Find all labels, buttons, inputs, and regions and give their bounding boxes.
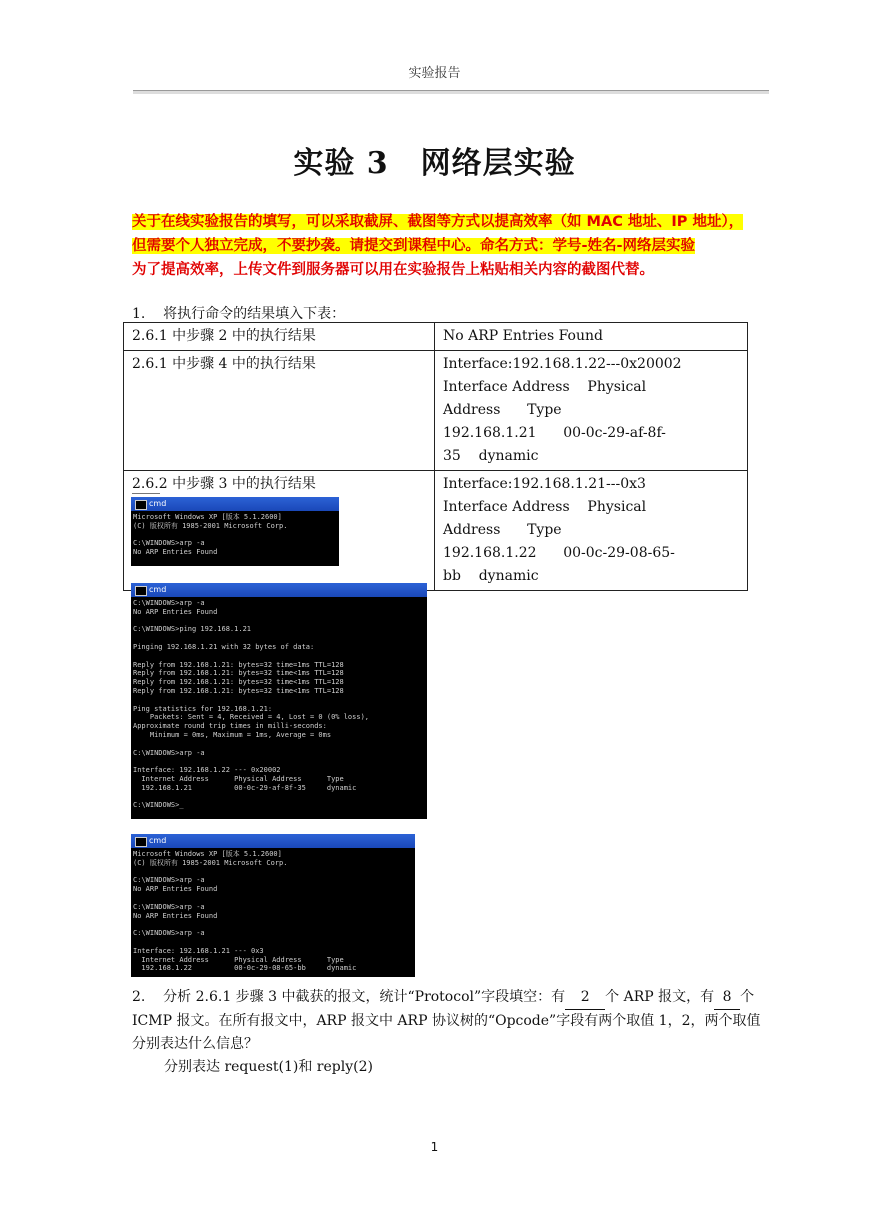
table-cell-label: 2.6.2 中步骤 3 中的执行结果 <box>124 471 435 591</box>
table-cell-result <box>435 471 748 591</box>
icmp-count-blank: 8 <box>714 986 740 1010</box>
cmd-window-icon <box>135 500 147 510</box>
result-line: Interface Address Physical Address Type <box>443 379 647 418</box>
table-cell-label: 2.6.1 中步骤 4 中的执行结果 <box>124 351 435 471</box>
question-2 <box>132 986 772 1056</box>
result-line: 192.168.1.21 00-0c-29-af-8f-35 dynamic <box>443 425 666 464</box>
cmd-output: Microsoft Windows XP [版本 5.1.2600] (C) 版权所有 1985-2001 Microsoft Corp. C:\WINDOWS>arp -a No ARP Entries Found C:\WINDOWS>arp -a No ARP Entries Found C:\WINDOWS>arp -a Interface: 192.168.1.21 --- 0x3 Internet Address Physical Address Type 192.168.1.22 00-0c-29-08-65-bb dynamic <box>133 850 357 973</box>
result-line: Interface Address Physical Address Type <box>443 499 647 538</box>
table-row <box>124 323 748 351</box>
cmd-title: cmd <box>149 836 167 845</box>
notice-block <box>132 210 772 282</box>
table-cell-label: 2.6.1 中步骤 2 中的执行结果 <box>124 323 435 351</box>
table-row <box>124 351 748 471</box>
notice-line-1: 关于在线实验报告的填写，可以采取截屏、截图等方式以提高效率（如 MAC 地址、IP 地址）， <box>132 214 744 230</box>
cmd-title-bar <box>131 834 415 848</box>
title-part1: 实验 3 <box>293 146 389 181</box>
page-number: 1 <box>430 1140 439 1154</box>
cmd-screenshot-3 <box>131 834 415 977</box>
divider <box>132 493 160 494</box>
cmd-title: cmd <box>149 585 167 594</box>
cmd-title-bar <box>131 497 339 511</box>
result-line: Interface:192.168.1.22---0x20002 <box>443 356 682 372</box>
page-header: 实验报告 <box>408 66 461 81</box>
notice-line-3: 为了提高效率，上传文件到服务器可以用在实验报告上粘贴相关内容的截图代替。 <box>132 262 654 278</box>
cmd-output: Microsoft Windows XP [版本 5.1.2600] (C) 版权所有 1985-2001 Microsoft Corp. C:\WINDOWS>arp -a No ARP Entries Found <box>133 513 288 557</box>
arp-count-blank: 2 <box>565 986 605 1010</box>
q2-text-2: 个 ARP 报文，有 <box>605 989 715 1005</box>
result-line: Interface:192.168.1.21---0x3 <box>443 476 646 492</box>
cmd-window-icon <box>135 586 147 596</box>
cmd-title: cmd <box>149 499 167 508</box>
q2-text-1: 2. 分析 2.6.1 步骤 3 中截获的报文，统计“Protocol”字段填空：有 <box>132 989 566 1005</box>
table-cell-result <box>435 323 748 351</box>
page-title <box>0 138 869 182</box>
result-line: 192.168.1.22 00-0c-29-08-65-bb dynamic <box>443 545 675 584</box>
question-1: 1. 将执行命令的结果填入下表： <box>132 306 346 322</box>
title-part2: 网络层实验 <box>420 146 576 181</box>
answer-text: 分别表达 request(1)和 reply(2) <box>164 1059 373 1075</box>
header-rule <box>133 90 769 94</box>
cmd-window-icon <box>135 837 147 847</box>
q2-text-3: 个 ICMP 报文。在所有报文中，ARP 报文中 ARP 协议树的“Opcode”字段有两个取值 1，2，两个取值分别表达什么信息？ <box>132 989 761 1052</box>
cmd-screenshot-1 <box>131 497 339 566</box>
cmd-output: C:\WINDOWS>arp -a No ARP Entries Found C:\WINDOWS>ping 192.168.1.21 Pinging 192.168.1.21 with 32 bytes of data: Reply from 192.168.1.21: bytes=32 time=1ms TTL=128 Reply from 192.168.1.21: bytes=32 time<1ms TTL=128 Reply from 192.168.1.21: bytes=32 time<1ms TTL=128 Reply from 192.168.1.21: bytes=32 time<1ms TTL=128 Ping statistics for 192.168.1.21: Packets: Sent = 4, Received = 4, Lost = 0 (0% loss), Approximate round trip times in milli-seconds: Minimum = 0ms, Maximum = 1ms, Average = 0ms C:\WINDOWS>arp -a Interface: 192.168.1.22 --- 0x20002 Internet Address Physical Address Type 192.168.1.21 00-0c-29-af-8f-35 dynamic C:\WINDOWS>_ <box>133 599 370 810</box>
table-cell-result <box>435 351 748 471</box>
cmd-screenshot-2 <box>131 583 427 819</box>
result-line: No ARP Entries Found <box>443 328 603 344</box>
notice-line-2: 但需要个人独立完成，不要抄袭。请提交到课程中心。命名方式：学号-姓名-网络层实验 <box>132 238 696 254</box>
cmd-title-bar <box>131 583 427 597</box>
